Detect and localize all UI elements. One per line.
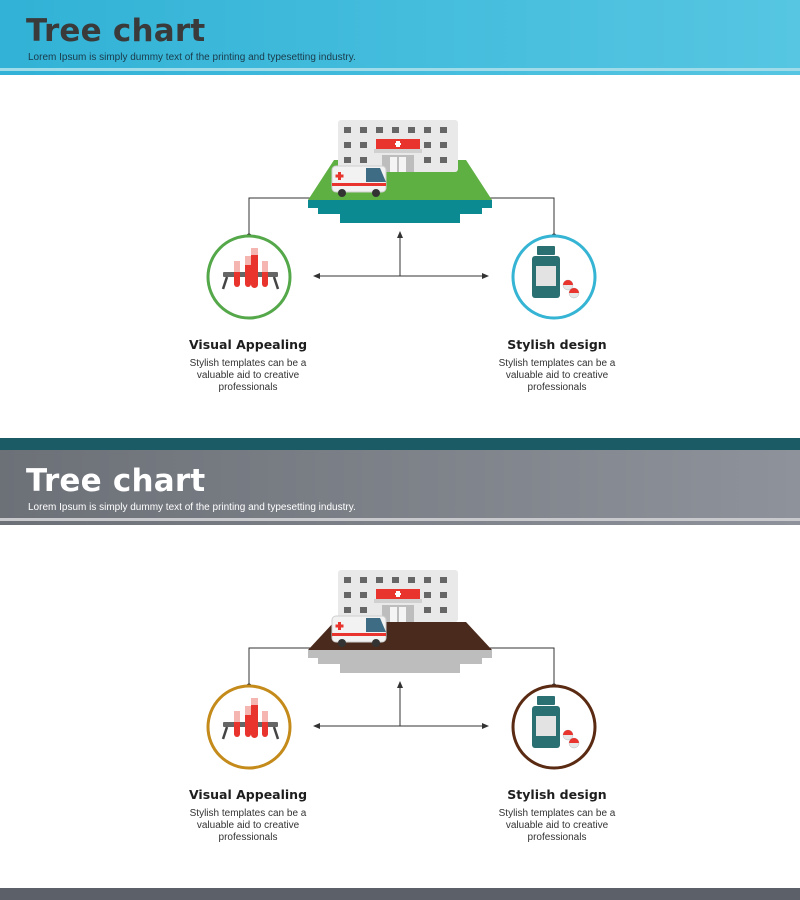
hospital-icon [308,120,492,223]
slide-footer-bar [0,438,800,450]
tree-connector-arrowheads [247,681,557,729]
node-right-title: Stylish design [507,787,607,802]
slide-subtitle: Lorem Ipsum is simply dummy text of the printing and typesetting industry. [28,502,356,513]
slide-2 [0,450,800,900]
node-right-title: Stylish design [507,337,607,352]
node-left-title: Visual Appealing [188,787,308,802]
node-left-title: Visual Appealing [188,337,308,352]
tree-diagram [0,450,800,900]
slide-title: Tree chart [26,13,206,49]
tree-connector-arrowheads [247,231,557,279]
node-right-description: Stylish templates can be a valuable aid to creative professionals [498,808,616,843]
hospital-icon [308,570,492,673]
slide-title: Tree chart [26,463,206,499]
node-left-description: Stylish templates can be a valuable aid to creative professionals [189,358,307,393]
slide-subtitle: Lorem Ipsum is simply dummy text of the printing and typesetting industry. [28,52,356,63]
node-left-description: Stylish templates can be a valuable aid to creative professionals [189,808,307,843]
slide-footer-bar [0,888,800,900]
node-right-description: Stylish templates can be a valuable aid to creative professionals [498,358,616,393]
